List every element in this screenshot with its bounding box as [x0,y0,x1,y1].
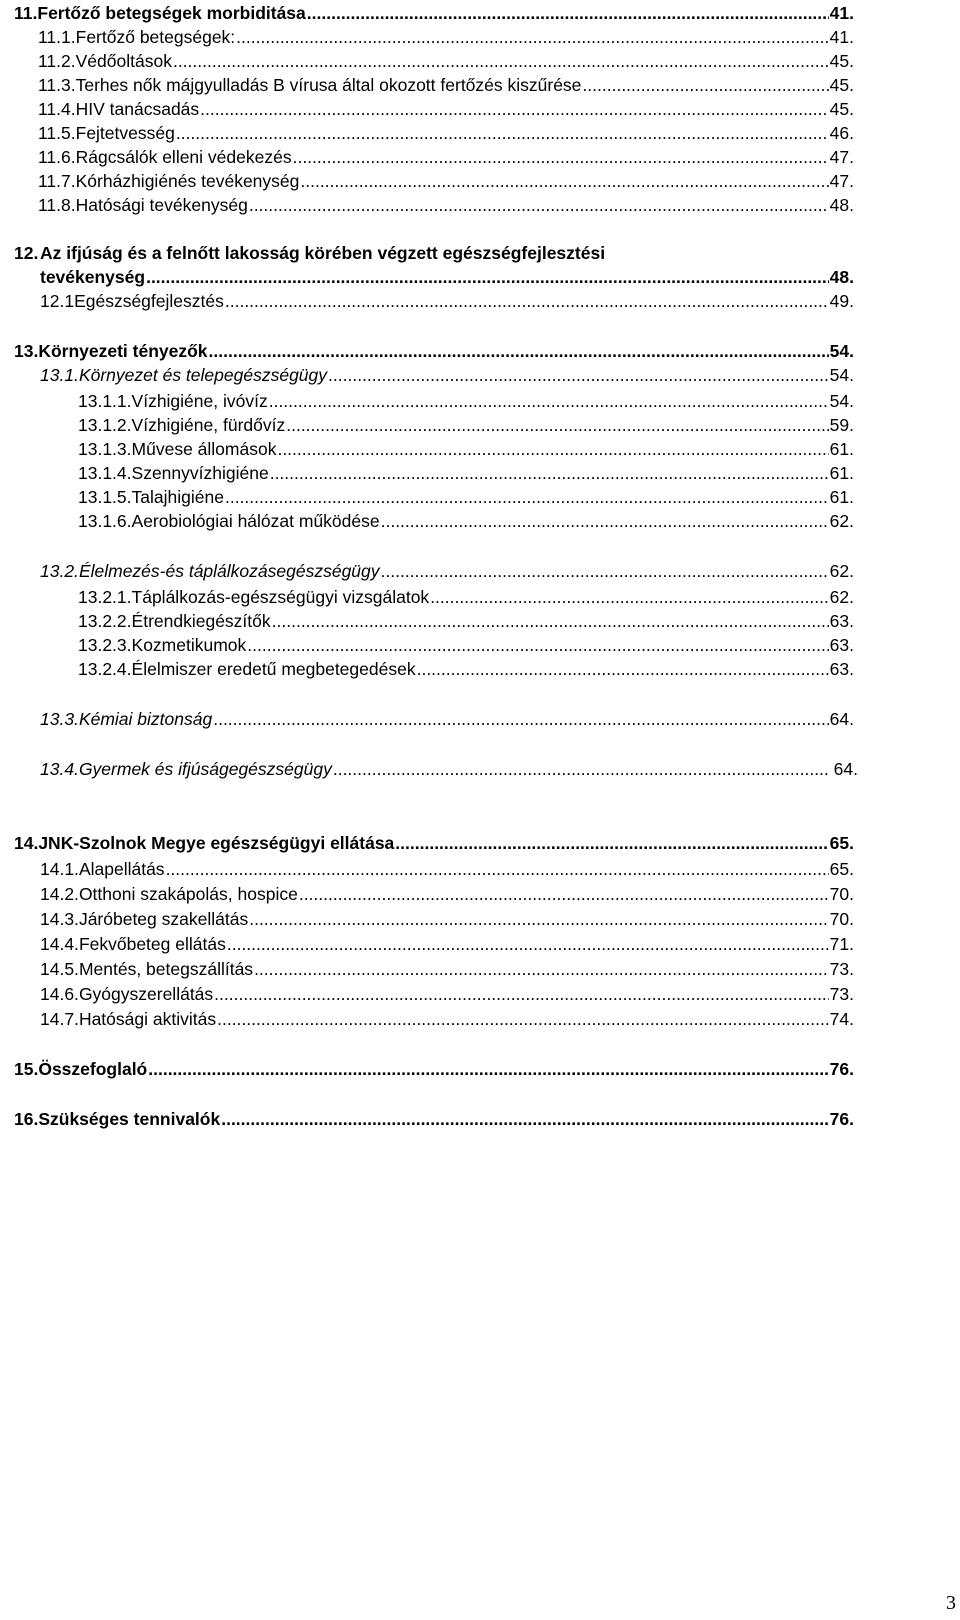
toc-entry-title: Gyermek és ifjúságegészségügy [78,759,332,779]
toc-entry-page: 46. [829,123,854,143]
toc-entry-page: 61. [829,439,854,459]
toc-entry-page: 54. [829,391,854,411]
toc-entry[interactable] [40,883,854,905]
toc-entry-title: Gyógyszerellátás [78,984,214,1004]
toc-entry[interactable] [40,908,854,930]
toc-entry-number: 16. [14,1109,39,1129]
toc-entry[interactable] [40,266,854,288]
toc-entry-title: Művese állomások [131,439,277,459]
toc-entry-number: 14.4. [40,934,79,954]
toc-leader-dots [381,510,829,532]
toc-entry-title: Terhes nők májgyulladás B vírusa által okozott fertőzés kiszűrése [75,75,582,95]
toc-entry-title: JNK-Szolnok Megye egészségügyi ellátása [38,833,395,853]
toc-entry-title: tevékenység [40,267,146,287]
toc-entry-number: 11.6. [38,147,76,167]
toc-entry-title: Környezet és telepegészségügy [78,365,328,385]
toc-leader-dots [225,290,829,312]
toc-leader-dots [209,340,829,362]
toc-entry-page: 63. [829,659,854,679]
toc-entry-page: 41. [829,3,854,23]
toc-entry[interactable] [14,832,854,854]
toc-entry-page: 73. [829,984,854,1004]
toc-entry-number: 13.2.1. [78,587,132,607]
toc-entry[interactable] [40,290,854,312]
toc-entry-title: Szennyvízhigiéne [131,463,269,483]
toc-entry[interactable] [78,586,854,608]
toc-leader-dots [269,390,829,412]
toc-entry[interactable] [38,98,854,120]
toc-entry-page: 65. [829,833,854,853]
toc-entry-number: 11.1. [38,27,76,47]
toc-entry-number: 14.3. [40,909,79,929]
toc-entry-number: 13. [14,341,39,361]
toc-leader-dots [146,266,829,288]
toc-entry-title: Egészségfejlesztés [74,291,224,311]
toc-entry-number: 11.4. [38,99,76,119]
toc-entry-number: 13.1.5. [78,487,132,507]
toc-entry-page: 45. [829,51,854,71]
toc-entry-title: Szükséges tennivalók [38,1109,221,1129]
toc-leader-dots [217,1008,829,1030]
toc-entry[interactable] [38,170,854,192]
toc-entry[interactable] [14,2,854,24]
toc-entry-title: Vízhigiéne, ivóvíz [131,391,268,411]
toc-entry-title: HIV tanácsadás [75,99,200,119]
toc-entry[interactable] [78,510,854,532]
toc-entry-page: 73. [829,959,854,979]
toc-leader-dots [148,1058,828,1080]
toc-entry-title: Hatósági tevékenység [75,195,248,215]
toc-entry-number: 13.2.4. [78,659,132,679]
toc-entry[interactable] [38,146,854,168]
toc-entry[interactable] [40,708,854,730]
toc-entry[interactable] [40,758,858,780]
toc-entry-number: 14.1. [40,859,79,879]
toc-entry[interactable] [78,610,854,632]
toc-entry[interactable] [40,933,854,955]
toc-entry-number: 11.5. [38,123,76,143]
toc-entry[interactable] [78,462,854,484]
toc-entry[interactable] [38,50,854,72]
toc-entry-number: 13.1.1. [78,391,132,411]
toc-entry-number: 13.1. [40,365,79,385]
toc-entry-title: Kémiai biztonság [78,709,213,729]
toc-entry[interactable] [40,983,854,1005]
toc-leader-dots [173,50,829,72]
toc-entry-number: 11.3. [38,75,76,95]
toc-entry-page: 45. [829,99,854,119]
toc-entry-title: Vízhigiéne, fürdővíz [131,415,286,435]
toc-entry-page: 41. [829,27,854,47]
toc-entry-number: 12. [14,243,39,263]
toc-leader-dots [381,560,829,582]
toc-entry-title: Kórházhigiénés tevékenység [75,171,300,191]
toc-leader-dots [176,122,829,144]
toc-entry-title: Fertőző betegségek morbiditása [37,3,306,23]
toc-entry-title: Étrendkiegészítők [131,611,271,631]
toc-entry-page: 54. [829,365,854,385]
toc-entry-number: 14.5. [40,959,79,979]
toc-leader-dots [300,170,828,192]
toc-leader-dots [213,708,828,730]
toc-entry-title: Környezeti tényezők [38,341,208,361]
toc-leader-dots [333,758,829,780]
toc-entry[interactable] [40,364,854,386]
toc-entry-number: 11.2. [38,51,76,71]
toc-leader-dots [166,858,829,880]
toc-entry-number: 11. [14,3,38,23]
toc-entry-title: Rágcsálók elleni védekezés [75,147,292,167]
toc-entry-title: Összefoglaló [38,1059,148,1079]
toc-entry-number: 13.1.6. [78,511,132,531]
toc-entry-title: Fertőző betegségek: [75,27,236,47]
toc-entry-number: 13.3. [40,709,79,729]
toc-entry[interactable] [40,858,854,880]
toc-leader-dots [227,933,829,955]
toc-entry-page: 61. [829,463,854,483]
toc-leader-dots [254,958,829,980]
toc-entry-number: 14.6. [40,984,79,1004]
toc-entry-page: 62. [829,587,854,607]
toc-entry-number: 15. [14,1059,39,1079]
page-number: 3 [946,1592,956,1614]
toc-entry-title: Az ifjúság és a felnőtt lakosság körében végzett egészségfejlesztési [40,243,606,263]
toc-leader-dots [272,610,829,632]
toc-entry[interactable] [78,438,854,460]
toc-entry-number: 14. [14,833,39,853]
toc-leader-dots [417,658,829,680]
toc-leader-dots [200,98,829,120]
toc-entry-page: 76. [829,1109,854,1129]
toc-leader-dots [286,414,828,436]
toc-entry-page: 48. [829,195,854,215]
toc-entry-page: 74. [829,1009,854,1029]
toc-entry[interactable] [14,1108,854,1130]
toc-entry-page: 54. [829,341,854,361]
toc-entry[interactable] [38,122,854,144]
toc-leader-dots [395,832,828,854]
toc-entry-title: Talajhigiéne [131,487,224,507]
toc-entry[interactable] [38,26,854,48]
toc-entry-title: Járóbeteg szakellátás [78,909,249,929]
toc-entry-page: 70. [829,909,854,929]
toc-entry[interactable] [14,340,854,362]
toc-entry-title: Táplálkozás-egészségügyi vizsgálatok [131,587,430,607]
toc-entry-title: Aerobiológiai hálózat működése [131,511,380,531]
toc-entry[interactable] [78,658,854,680]
toc-leader-dots [582,74,828,96]
toc-entry[interactable] [14,242,854,264]
toc-leader-dots [299,883,829,905]
toc-entry-number: 13.2.3. [78,635,132,655]
toc-entry-number: 14.7. [40,1009,79,1029]
toc-entry[interactable] [78,486,854,508]
toc-entry-number: 13.2. [40,561,79,581]
toc-entry[interactable] [78,390,854,412]
toc-entry-number: 13.2.2. [78,611,132,631]
toc-leader-dots [214,983,829,1005]
toc-entry[interactable] [78,634,854,656]
toc-entry-page: 63. [829,635,854,655]
toc-entry-title: Élelmezés-és táplálkozásegészségügy [78,561,380,581]
toc-leader-dots [236,26,829,48]
toc-entry-page: 49. [829,291,854,311]
toc-entry[interactable] [40,958,854,980]
toc-entry-number: 12.1 [40,291,75,311]
toc-entry-page: 70. [829,884,854,904]
toc-entry-page: 47. [829,147,854,167]
toc-entry-page: 62. [829,511,854,531]
toc-entry-page: 65. [829,859,854,879]
toc-leader-dots [249,908,828,930]
toc-entry-number: 13.1.2. [78,415,132,435]
toc-entry-page: 47. [829,171,854,191]
toc-entry-title: Otthoni szakápolás, hospice [78,884,298,904]
toc-leader-dots [221,1108,828,1130]
toc-leader-dots [247,634,828,656]
toc-entry-title: Fejtetvesség [75,123,175,143]
toc-entry-page: 71. [829,934,854,954]
toc-entry-page: 48. [829,267,854,287]
toc-entry-number: 13.1.3. [78,439,132,459]
toc-leader-dots [225,486,829,508]
toc-entry[interactable] [40,560,854,582]
toc-entry-title: Hatósági aktivitás [78,1009,217,1029]
toc-leader-dots [249,194,829,216]
toc-entry[interactable] [38,194,854,216]
toc-entry-page: 76. [829,1059,854,1079]
toc-leader-dots [430,586,828,608]
toc-leader-dots [270,462,829,484]
toc-entry-page: 64. [833,759,858,779]
toc-entry-page: 62. [829,561,854,581]
toc-entry-page: 45. [829,75,854,95]
toc-entry-title: Kozmetikumok [131,635,247,655]
toc-entry-title: Fekvőbeteg ellátás [78,934,226,954]
toc-entry-number: 14.2. [40,884,79,904]
toc-entry-page: 64. [829,709,854,729]
toc-entry-page: 63. [829,611,854,631]
toc-entry-number: 13.4. [40,759,79,779]
toc-entry-number: 13.1.4. [78,463,132,483]
toc-leader-dots [277,438,828,460]
toc-entry-page: 59. [829,415,854,435]
toc-entry[interactable] [38,74,854,96]
toc-leader-dots [307,2,829,24]
toc-entry-number: 11.8. [38,195,76,215]
toc-entry-title: Élelmiszer eredetű megbetegedések [131,659,416,679]
toc-leader-dots [293,146,829,168]
toc-entry-page: 61. [829,487,854,507]
toc-entry-title: Védőoltások [75,51,172,71]
toc-entry[interactable] [78,414,854,436]
toc-entry-title: Mentés, betegszállítás [78,959,254,979]
toc-entry-title: Alapellátás [78,859,165,879]
toc-leader-dots [328,364,829,386]
toc-entry[interactable] [40,1008,854,1030]
toc-entry-number: 11.7. [38,171,76,191]
toc-entry[interactable] [14,1058,854,1080]
